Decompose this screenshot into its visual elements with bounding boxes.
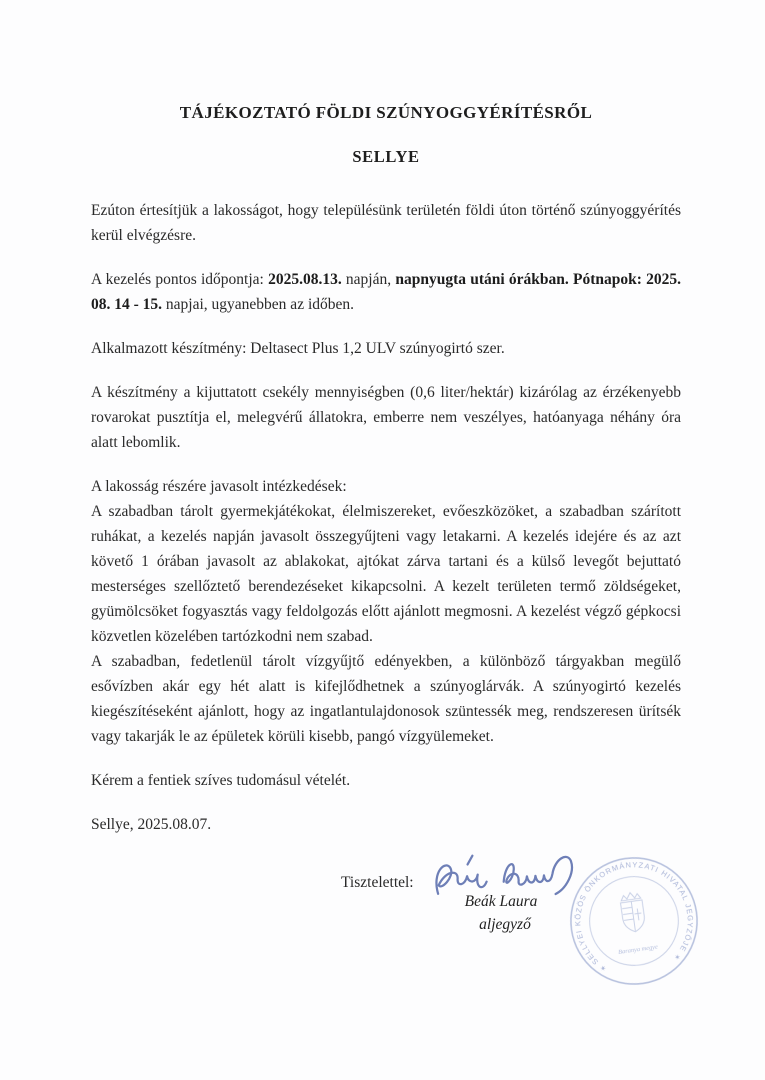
signature-block (91, 856, 695, 1056)
document-title: TÁJÉKOZTATÓ FÖLDI SZÚNYOGGYÉRÍTÉSRŐL (179, 103, 593, 122)
paragraph-schedule (91, 267, 681, 317)
paragraph-intro: Ezúton értesítjük a lakosságot, hogy településünk területén földi úton történő szúnyoggyérítés kerül elvégzésre. (91, 202, 681, 244)
measures-heading: A lakosság részére javasolt intézkedések: (91, 478, 347, 495)
signature-salutation: Tisztelettel: (341, 874, 414, 891)
coat-of-arms-icon (619, 891, 646, 933)
signer-role: aljegyző (479, 916, 531, 933)
schedule-lead: A kezelés pontos időpontja: (91, 271, 269, 288)
schedule-backup-days: Pótnapok: 2025. 08. 14 - 15. (91, 271, 682, 313)
measures-section (91, 474, 681, 749)
schedule-mid: napján, (341, 271, 396, 288)
signer-name: Beák Laura (464, 893, 538, 910)
paragraph-safety: A készítmény a kijuttatott csekély mennyiségben (0,6 liter/hektár) kizárólag az érzékenyebb rovarokat pusztítja el, melegvérű állatokra, emberre nem veszélyes, hatóanyaga néhány óra alatt lebomlik. (91, 384, 681, 451)
stamp-bottom-text: Baranya megye (617, 943, 659, 957)
paragraph-measures-2: A szabadban, fedetlenül tárolt vízgyűjtő edényekben, a különböző tárgyakban megülő esővízben akár egy hét alatt is kifejlődhetnek a szúnyoglárvák. A szúnyogirtó kezelés kiegészítéseként ajánlott, hogy az ingatlantulajdonosok szüntessék meg, rendszeresen ürítsék vagy takarják le az épületek körüli kisebb, pangó vízgyülemeket. (91, 653, 681, 745)
paragraph-product: Alkalmazott készítmény: Deltasect Plus 1,2 ULV szúnyogirtó szer. (91, 340, 505, 357)
stamp-ring-text: ✶ SELLYEI KÖZÖS ÖNKORMÁNYZATI HIVATAL JEGYZŐJE ✶ (573, 860, 695, 974)
official-stamp (556, 843, 712, 999)
schedule-backup-rest: napjai, ugyanebben az időben. (162, 296, 355, 313)
document-subtitle: SELLYE (352, 147, 420, 166)
paragraph-closing: Kérem a fentiek szíves tudomásul vételét. (91, 772, 351, 789)
schedule-time: napnyugta utáni órákban. (395, 271, 569, 288)
schedule-date: 2025.08.13. (268, 271, 342, 288)
dateline: Sellye, 2025.08.07. (91, 816, 212, 833)
paragraph-measures-1: A szabadban tárolt gyermekjátékokat, élelmiszereket, evőeszközöket, a szabadban szárított ruhákat, a kezelés napján javasolt összegyűjteni vagy letakarni. A kezelés idejére és az azt követő 1 órában javasolt az ablakokat, ajtókat zárva tartani és a külső levegőt bejuttató mesterséges szellőztető berendezéseket kikapcsolni. A kezelt területen termő zöldségeket, gyümölcsöket fogyasztás vagy feldolgozás előtt ajánlott megmosni. A kezelést végző gépkocsi közvetlen közelében tartózkodni nem szabad. (91, 503, 681, 645)
